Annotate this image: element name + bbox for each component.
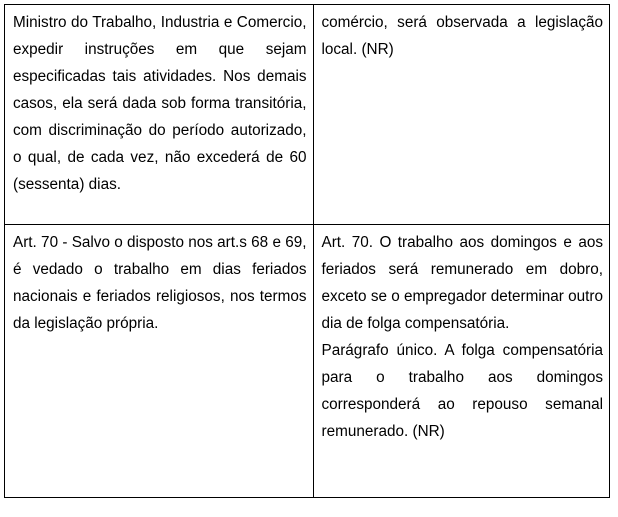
table-row [5,225,610,498]
paragraph-single: Parágrafo único. A folga compensatória para o trabalho aos domingos corresponderá ao repouso semanal remunerado. (NR) [321,342,603,440]
paragraph: Art. 70 - Salvo o disposto nos art.s 68 e 69, é vedado o trabalho em dias feriados nacionais e feriados religiosos, nos termos da legislação própria. [13,234,307,332]
table-cell-left [5,225,314,498]
paragraph: Ministro do Trabalho, Industria e Comercio, expedir instruções em que sejam especificadas tais atividades. Nos demais casos, ela será dada sob forma transitória, com discriminação do período autorizado, o qual, de cada vez, não excederá de 60 (sessenta) dias. [13,14,307,193]
table-cell-right [313,225,610,498]
comparison-table [4,4,610,498]
paragraph: Art. 70. O trabalho aos domingos e aos feriados será remunerado em dobro, exceto se o empregador determinar outro dia de folga compensatória. [321,234,603,332]
table-cell-left [5,5,314,225]
table-cell-right [313,5,610,225]
table-row [5,5,610,225]
paragraph: comércio, será observada a legislação local. (NR) [321,14,603,58]
